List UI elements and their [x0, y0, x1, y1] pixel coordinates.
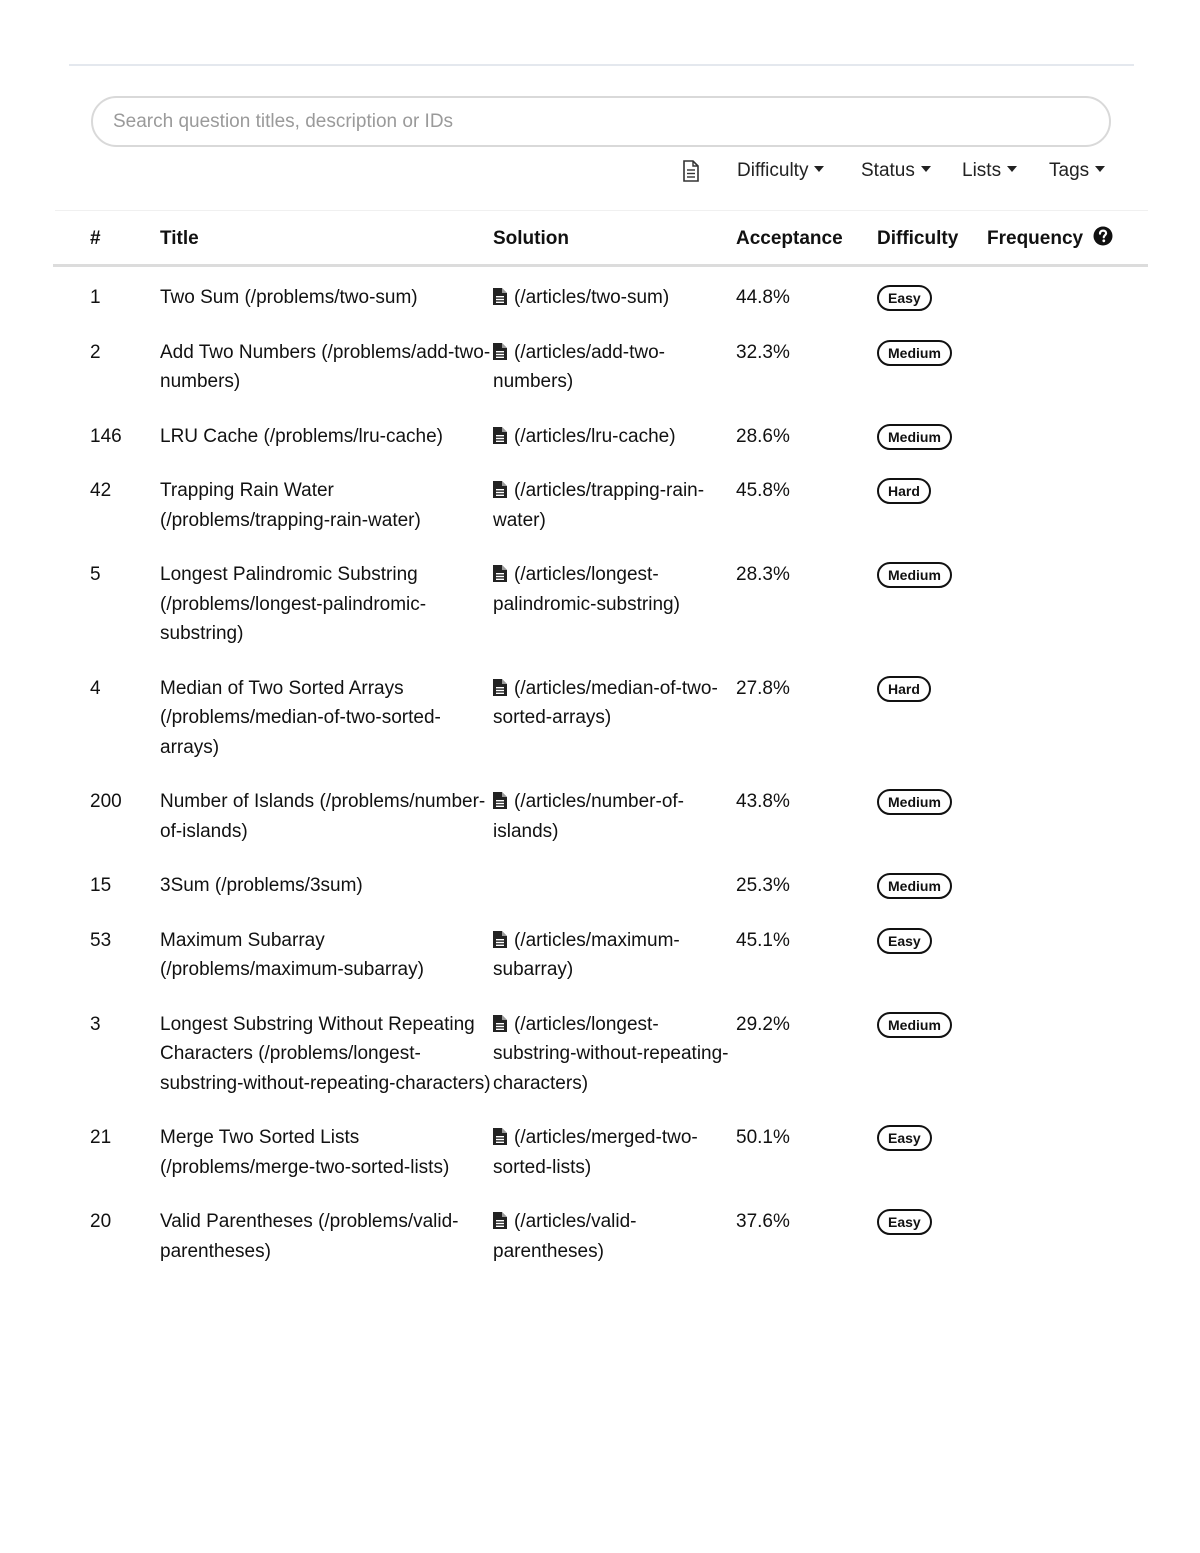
file-icon	[493, 340, 507, 357]
question-title-link[interactable]: LRU Cache (/problems/lru-cache)	[160, 425, 443, 447]
solution-link[interactable]	[493, 678, 718, 729]
frequency-cell	[987, 266, 1148, 322]
caret-down-icon	[1007, 166, 1017, 172]
question-id: 2	[90, 341, 101, 363]
difficulty-badge: Easy	[877, 1125, 932, 1151]
solution-link[interactable]	[493, 930, 680, 981]
table-row	[53, 544, 1148, 658]
difficulty-dropdown[interactable]	[737, 158, 824, 184]
solution-cell	[493, 406, 736, 461]
search-input[interactable]	[91, 96, 1111, 147]
acceptance-rate: 45.1%	[736, 929, 790, 951]
table-row	[53, 910, 1148, 994]
solution-cell	[493, 658, 736, 772]
acceptance-rate: 28.3%	[736, 564, 790, 585]
top-divider	[69, 64, 1134, 66]
difficulty-badge: Medium	[877, 562, 952, 588]
solution-link-text: (/articles/maximum-subarray)	[493, 929, 680, 980]
solution-link-text: (/articles/two-sum)	[514, 287, 670, 308]
question-title-link[interactable]: Valid Parentheses (/problems/valid-parentheses)	[160, 1211, 459, 1262]
acceptance-rate: 29.2%	[736, 1013, 790, 1035]
solution-link[interactable]	[493, 1127, 698, 1178]
solution-link[interactable]	[493, 791, 684, 842]
question-id: 42	[90, 480, 112, 501]
tags-dropdown-label: Tags	[1049, 160, 1090, 181]
frequency-label: Frequency	[987, 228, 1084, 249]
filter-bar	[0, 158, 1200, 184]
filter-divider	[55, 210, 1148, 211]
question-title-link[interactable]: Median of Two Sorted Arrays (/problems/median-of-two-sorted-arrays)	[160, 677, 441, 758]
table-row	[53, 771, 1148, 855]
caret-down-icon	[814, 166, 824, 172]
solution-cell	[493, 460, 736, 544]
table-row	[53, 460, 1148, 544]
column-header-difficulty[interactable]: Difficulty	[877, 220, 987, 266]
acceptance-rate: 45.8%	[736, 480, 790, 501]
question-title-link[interactable]: Number of Islands (/problems/number-of-islands)	[160, 791, 486, 842]
file-icon	[493, 285, 507, 302]
question-id: 21	[90, 1127, 112, 1148]
solution-link-text: (/articles/trapping-rain-water)	[493, 480, 705, 531]
file-icon	[493, 424, 507, 441]
question-circle-icon[interactable]	[1093, 226, 1113, 246]
difficulty-badge: Medium	[877, 424, 952, 450]
table-header-row	[53, 220, 1148, 266]
question-table	[53, 220, 1148, 1275]
question-id: 200	[90, 791, 122, 812]
solution-cell	[493, 544, 736, 658]
file-icon	[493, 1012, 507, 1029]
caret-down-icon	[921, 166, 931, 172]
question-id: 146	[90, 425, 122, 447]
frequency-cell	[987, 994, 1148, 1108]
solution-cell	[493, 910, 736, 994]
table-row	[53, 658, 1148, 772]
difficulty-badge: Medium	[877, 873, 952, 899]
question-id: 4	[90, 677, 101, 699]
solution-link-text: (/articles/lru-cache)	[514, 425, 676, 447]
acceptance-rate: 25.3%	[736, 875, 790, 896]
solution-cell	[493, 266, 736, 322]
difficulty-badge: Medium	[877, 1012, 952, 1038]
frequency-cell	[987, 1191, 1148, 1275]
lists-dropdown-label: Lists	[962, 160, 1002, 181]
table-row	[53, 855, 1148, 910]
frequency-cell	[987, 658, 1148, 772]
column-header-id[interactable]: #	[53, 220, 160, 266]
solution-link[interactable]	[493, 480, 704, 531]
file-icon	[493, 562, 507, 579]
acceptance-rate: 32.3%	[736, 341, 790, 363]
question-id: 5	[90, 564, 101, 585]
solution-link[interactable]	[493, 426, 676, 447]
solution-link-text: (/articles/merged-two-sorted-lists)	[493, 1127, 698, 1178]
difficulty-badge: Medium	[877, 340, 952, 366]
table-row	[53, 994, 1148, 1108]
status-dropdown-label: Status	[861, 160, 915, 181]
table-row	[53, 266, 1148, 322]
solution-link-text: (/articles/longest-palindromic-substring)	[493, 564, 680, 615]
question-id: 1	[90, 287, 101, 308]
caret-down-icon	[1095, 166, 1105, 172]
question-title-link[interactable]: Add Two Numbers (/problems/add-two-numbers)	[160, 341, 491, 392]
question-id: 20	[90, 1211, 112, 1232]
frequency-cell	[987, 771, 1148, 855]
file-icon	[493, 1209, 507, 1226]
frequency-cell	[987, 460, 1148, 544]
tags-dropdown[interactable]	[1049, 158, 1105, 184]
column-header-frequency[interactable]	[987, 220, 1148, 266]
solution-link[interactable]	[493, 564, 680, 615]
solution-link[interactable]	[493, 1014, 729, 1094]
solution-link[interactable]	[493, 342, 665, 393]
question-title-link[interactable]: Maximum Subarray (/problems/maximum-subarray)	[160, 929, 424, 980]
solution-cell	[493, 1191, 736, 1275]
acceptance-rate: 43.8%	[736, 791, 790, 812]
frequency-cell	[987, 1107, 1148, 1191]
table-row	[53, 1191, 1148, 1275]
solution-link[interactable]	[493, 287, 669, 308]
solution-cell	[493, 994, 736, 1108]
solution-link-text: (/articles/add-two-numbers)	[493, 341, 665, 392]
solution-link-text: (/articles/number-of-islands)	[493, 791, 684, 842]
difficulty-badge: Easy	[877, 1209, 932, 1235]
question-title-link[interactable]: Merge Two Sorted Lists (/problems/merge-two-sorted-lists)	[160, 1127, 450, 1178]
solution-link-text: (/articles/longest-substring-without-repeating-characters)	[493, 1013, 729, 1094]
column-header-title[interactable]: Title	[160, 220, 493, 266]
solution-cell	[493, 322, 736, 406]
solution-cell	[493, 855, 736, 910]
table-row	[53, 1107, 1148, 1191]
frequency-cell	[987, 406, 1148, 461]
file-icon	[493, 789, 507, 806]
solution-cell	[493, 1107, 736, 1191]
file-icon	[493, 478, 507, 495]
question-id: 3	[90, 1013, 101, 1035]
question-title-link[interactable]: Trapping Rain Water (/problems/trapping-rain-water)	[160, 480, 421, 531]
solution-link[interactable]	[493, 1211, 636, 1262]
acceptance-rate: 28.6%	[736, 425, 790, 447]
solution-cell	[493, 771, 736, 855]
frequency-cell	[987, 544, 1148, 658]
question-title-link[interactable]: Two Sum (/problems/two-sum)	[160, 287, 418, 308]
difficulty-badge: Easy	[877, 928, 932, 954]
solution-link-text: (/articles/median-of-two-sorted-arrays)	[493, 677, 718, 728]
file-icon	[493, 1125, 507, 1142]
frequency-cell	[987, 855, 1148, 910]
difficulty-badge: Easy	[877, 285, 932, 311]
difficulty-badge: Hard	[877, 676, 931, 702]
question-id: 15	[90, 875, 112, 896]
question-id: 53	[90, 929, 112, 951]
acceptance-rate: 27.8%	[736, 677, 790, 699]
difficulty-badge: Hard	[877, 478, 931, 504]
question-title-link[interactable]: Longest Substring Without Repeating Characters (/problems/longest-substring-without-repeating-characters)	[160, 1013, 491, 1094]
frequency-cell	[987, 910, 1148, 994]
file-icon	[493, 928, 507, 945]
acceptance-rate: 44.8%	[736, 287, 790, 308]
difficulty-dropdown-label: Difficulty	[737, 160, 809, 181]
file-icon	[493, 676, 507, 693]
lists-dropdown[interactable]	[962, 158, 1017, 184]
solution-link-text: (/articles/valid-parentheses)	[493, 1211, 637, 1262]
question-title-link[interactable]: 3Sum (/problems/3sum)	[160, 875, 363, 896]
acceptance-rate: 50.1%	[736, 1127, 790, 1148]
acceptance-rate: 37.6%	[736, 1211, 790, 1232]
table-row	[53, 322, 1148, 406]
file-text-icon[interactable]	[681, 160, 701, 182]
frequency-cell	[987, 322, 1148, 406]
status-dropdown[interactable]	[861, 158, 931, 184]
column-header-solution[interactable]: Solution	[493, 220, 736, 266]
column-header-acceptance[interactable]: Acceptance	[736, 220, 877, 266]
table-row	[53, 406, 1148, 461]
question-title-link[interactable]: Longest Palindromic Substring (/problems/longest-palindromic-substring)	[160, 564, 427, 644]
difficulty-badge: Medium	[877, 789, 952, 815]
